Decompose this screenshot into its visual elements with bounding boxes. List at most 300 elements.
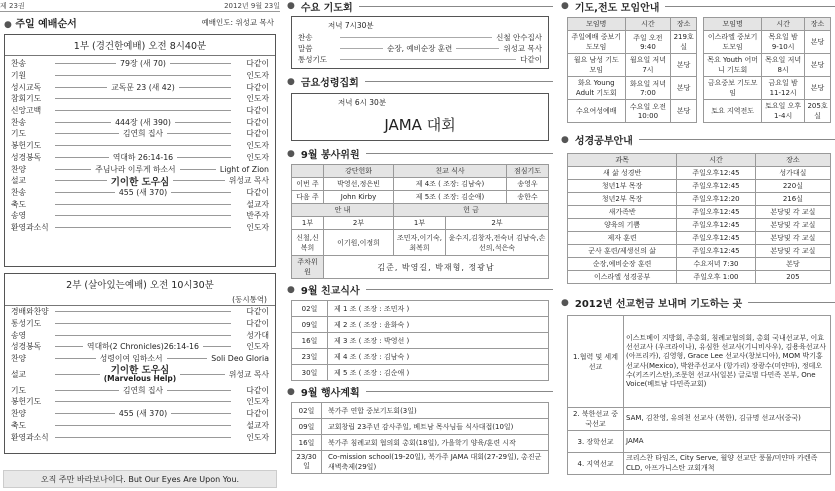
table-header: 시간 [625, 18, 671, 31]
table-cell: 본당 [671, 54, 697, 77]
order-detail [51, 75, 235, 76]
table-row [568, 193, 831, 206]
service-head: 친교 식사 [394, 165, 507, 178]
dash [55, 401, 231, 402]
order-responsible: 인도자 [246, 152, 269, 162]
order-label: 봉헌기도 [11, 141, 42, 151]
first-service-order [5, 56, 275, 233]
order-label: 기도 [11, 385, 27, 395]
order-detail [51, 323, 235, 324]
table-cell: 청년1부 목장 [568, 180, 677, 193]
dash [55, 346, 83, 347]
order-row [5, 187, 275, 199]
wed-responsible: 위성교 목사 [503, 44, 543, 53]
table-cell: 주일오후12:45 [677, 232, 756, 245]
order-responsible: 다같이 [246, 82, 269, 92]
worship-heading [0, 12, 280, 32]
order-label: 기도 [11, 129, 27, 139]
service-cell: 신철,신복희 [292, 230, 324, 256]
table-header: 시간 [762, 18, 805, 31]
bullet-icon: ● [287, 1, 295, 11]
dash [175, 122, 231, 123]
table-cell: 목요일 저녁 8시 [762, 54, 805, 77]
order-detail [51, 82, 235, 93]
order-detail-text: 79장 (새 70) [120, 59, 166, 69]
dash [55, 413, 115, 414]
table-cell: 군사 훈련/제생신의 삶 [568, 245, 677, 258]
order-label: 축도 [11, 199, 27, 209]
bullet-icon: ● [4, 20, 12, 30]
table-cell: 본당 [755, 258, 830, 271]
order-detail-text: 455 (새 370) [118, 187, 168, 197]
table-cell: 본당및 각 교실 [755, 206, 830, 219]
schedule-text: Co-mission school(19-20일), 북가주 JAMA 대회(27-29일), 총진군 새벽축제(29일) [322, 451, 549, 474]
order-detail [51, 311, 235, 312]
order-detail [51, 215, 235, 216]
table-header-row [704, 18, 831, 31]
bullet-icon: ● [287, 386, 295, 397]
order-label: 통성기도 [11, 319, 42, 329]
page-header [0, 0, 280, 12]
order-row [5, 364, 275, 384]
schedule-row [292, 301, 549, 317]
wed-heading [283, 0, 553, 14]
table-header: 장소 [755, 154, 830, 167]
order-row [5, 431, 275, 443]
table-cell: 본당및 각 교실 [755, 245, 830, 258]
worship-title: 주일 예배순서 [15, 19, 77, 30]
order-row [5, 353, 275, 365]
order-responsible: 인도자 [246, 397, 269, 407]
table-cell: 목요일 밤 9-10시 [762, 31, 805, 54]
dash [55, 63, 116, 64]
table-cell: 양육의 기쁨 [568, 219, 677, 232]
order-responsible: 성가대 [246, 330, 269, 340]
prayer-table-right [703, 17, 831, 123]
bible-title: 성경공부안내 [574, 136, 633, 147]
order-label: 찬양 [11, 164, 27, 174]
mission-text: 크리스찬 타임즈, City Serve, 월양 선교단 풍물/미얀마 카렌족 CLD, 아프가니스탄 교회개척 [624, 453, 831, 475]
order-detail [51, 128, 235, 139]
wed-label: 통성기도 [298, 55, 327, 64]
second-service-title: 2부 (살아있는예배) 오전 10시30분 [66, 280, 214, 291]
dash [180, 374, 225, 375]
bible-heading [557, 129, 835, 149]
dash [55, 145, 231, 146]
order-responsible: 위성교 목사 [228, 369, 269, 379]
schedule-row [292, 451, 549, 474]
order-label: 성시교독 [11, 82, 42, 92]
order-detail [51, 204, 235, 205]
wed-row [298, 32, 542, 43]
dash [55, 323, 231, 324]
mission-row [568, 316, 831, 408]
mission-label: 3. 장학선교 [568, 431, 624, 453]
table-header: 모임명 [704, 18, 762, 31]
dash [55, 157, 109, 158]
order-detail-text: 성령이여 임하소서 [99, 354, 163, 364]
schedule-text: 제 4 조 ( 조장 : 김남숙 ) [328, 349, 549, 365]
dash [55, 390, 119, 391]
order-responsible: 인도자 [246, 94, 269, 104]
service-cell: 윤수지,김창자,전숙녀 김남숙,손선의,석은숙 [446, 230, 549, 256]
table-header: 장소 [671, 18, 697, 31]
order-detail [51, 98, 235, 99]
order-label: 찬양 [11, 409, 27, 419]
schedule-row [292, 365, 549, 381]
table-row [568, 271, 831, 284]
prayer-table-left [567, 17, 697, 123]
service-head [292, 165, 324, 178]
order-row [5, 341, 275, 353]
mission-text: 이스트베이 지방회, 주총회, 침례교협의회, 총회 국내선교부, 이효선선교사 (우크라이나), 유심한 선교사(기니비사우), 김용육선교사(아프리카), 김영형, Grace Lee 선교사(창보디아), MOM 박기홍선교사(Mexico), 박완주선교사 (항가리) 장광수(미얀마), 정데오수(키즈키스탄),조문현 선교사(일본) 글로벌 다민족 본부, One Voice(베트남 다민족교회) [624, 316, 831, 408]
service-table [291, 164, 549, 279]
schedule-date: 23일 [292, 349, 328, 365]
fellowship-title: 9월 친교식사 [300, 286, 360, 297]
order-label: 찬송 [11, 59, 27, 69]
table-cell: 수요일 오전 10:00 [625, 100, 671, 123]
mission-row [568, 453, 831, 475]
table-row [568, 232, 831, 245]
order-detail [51, 335, 235, 336]
service-cell: 다음 주 [292, 191, 324, 204]
mission-heading [557, 292, 835, 312]
table-cell: 화요일 저녁7:00 [625, 77, 671, 100]
mission-row [568, 431, 831, 453]
order-responsible: 다같이 [246, 307, 269, 317]
mission-row [568, 408, 831, 431]
dash [340, 37, 492, 38]
table-cell: 본당 [671, 100, 697, 123]
table-cell: 월요일 저녁 7시 [625, 54, 671, 77]
order-detail-text: 김연희 집사 [122, 385, 164, 395]
order-row [5, 152, 275, 164]
schedule-row [292, 349, 549, 365]
dash [180, 169, 216, 170]
order-detail [51, 437, 235, 438]
middle-column [283, 0, 553, 474]
table-cell: 새가족반 [568, 206, 677, 219]
table-row [568, 77, 697, 100]
service-cell: 2부 [446, 217, 549, 230]
table-row [704, 100, 831, 123]
sermon-title: 기이한 도우심 [110, 364, 170, 376]
wed-box [291, 16, 549, 69]
left-column [0, 0, 280, 484]
order-detail-text: 김연희 집사 [122, 129, 164, 139]
fri-box [291, 93, 549, 141]
mission-label: 4. 지역선교 [568, 453, 624, 475]
table-cell: 220실 [755, 180, 830, 193]
dash [55, 335, 231, 336]
dash [55, 133, 119, 134]
schedule-date: 09일 [292, 317, 328, 333]
fri-time: 저녁 6시 30분 [338, 98, 387, 107]
order-responsible: 인도자 [246, 432, 269, 442]
order-detail [51, 366, 229, 384]
dash [55, 204, 231, 205]
service-cell: 조민자,이기숙,최복희 [394, 230, 446, 256]
order-responsible: 설교자 [246, 199, 269, 209]
bullet-icon: ● [561, 134, 569, 145]
dash [55, 180, 107, 181]
events-heading [283, 381, 553, 401]
order-responsible: 다같이 [246, 117, 269, 127]
bullet-icon: ● [287, 284, 295, 295]
order-row [5, 198, 275, 210]
order-row [5, 175, 275, 187]
order-detail [51, 174, 229, 188]
table-row [568, 245, 831, 258]
schedule-date: 23/30일 [292, 451, 322, 474]
order-detail [51, 401, 235, 402]
bullet-icon: ● [287, 76, 295, 87]
order-detail-text: 교독문 23 (새 42) [111, 82, 175, 92]
order-detail-text: 기이한 도우심 [110, 176, 170, 188]
service-head: 헌 금 [394, 204, 549, 217]
order-label: 설교 [11, 369, 27, 379]
schedule-row [292, 435, 549, 451]
table-row [568, 219, 831, 232]
wed-responsible: 다같이 [520, 55, 542, 64]
service-cell: 이번 주 [292, 178, 324, 191]
dash [55, 122, 111, 123]
service-cell: 김준, 박영길, 박재형, 정광남 [324, 256, 549, 279]
dash [340, 59, 516, 60]
fellowship-table [291, 300, 549, 381]
table-row [568, 167, 831, 180]
dash [177, 157, 231, 158]
table-cell: 주일 오전 9:40 [625, 31, 671, 54]
order-label: 신앙고백 [11, 106, 42, 116]
order-detail [51, 425, 235, 426]
order-label: 기원 [11, 71, 27, 81]
schedule-text: 제 5 조 ( 조장 : 김순애 ) [328, 365, 549, 381]
service-cell: 1부 [292, 217, 324, 230]
wed-time: 저녁 7시30분 [328, 21, 374, 30]
table-row [568, 54, 697, 77]
order-label: 송영 [11, 211, 27, 221]
order-detail-text: 455 (새 370) [118, 409, 168, 419]
dash [55, 374, 100, 375]
issue-date: 2012년 9월 23일 [224, 1, 280, 10]
dash [171, 413, 231, 414]
order-detail [51, 227, 235, 228]
order-row [5, 384, 275, 396]
prayer-title: 기도,전도 모임안내 [574, 2, 660, 14]
mission-text: SAM, 김찬영, 유의천 선교사 (북한), 김규명 선교사(중국) [624, 408, 831, 431]
order-responsible: 다같이 [246, 409, 269, 419]
first-service-box [4, 34, 276, 267]
order-detail-text: 역대하 26:14-16 [112, 152, 174, 162]
order-detail-text [104, 366, 177, 384]
order-row [5, 128, 275, 140]
table-cell: 본당 [805, 54, 831, 77]
wed-row [298, 43, 542, 54]
order-row [5, 408, 275, 420]
order-responsible: 다같이 [246, 319, 269, 329]
table-cell: 청년2부 목장 [568, 193, 677, 206]
mission-label: 1.협력 및 세계선교 [568, 316, 624, 408]
order-label: 설교 [11, 176, 27, 186]
wed-row [298, 54, 542, 65]
dash [167, 358, 208, 359]
order-label: 성경봉독 [11, 342, 42, 352]
order-label: 성경봉독 [11, 152, 42, 162]
table-row [704, 31, 831, 54]
table-cell: 금요중보 기도모임 [704, 77, 762, 100]
bullet-icon: ● [561, 1, 569, 11]
order-detail [51, 353, 211, 364]
order-row [5, 318, 275, 330]
events-title: 9월 행사계획 [300, 388, 360, 399]
table-row [568, 206, 831, 219]
table-cell: 본당및 각 교실 [755, 219, 830, 232]
order-detail [51, 117, 235, 128]
service-cell: 2부 [324, 217, 394, 230]
order-detail [51, 58, 235, 69]
schedule-row [292, 419, 549, 435]
table-cell: 주일오후12:45 [677, 180, 756, 193]
order-label: 환영과소식 [11, 432, 49, 442]
order-row [5, 70, 275, 82]
table-row [704, 77, 831, 100]
dash [55, 437, 231, 438]
order-detail [51, 145, 235, 146]
order-responsible: 설교자 [246, 420, 269, 430]
dash [55, 192, 115, 193]
dash [55, 311, 231, 312]
schedule-text: 제 3 조 ( 조장 : 박영선 ) [328, 333, 549, 349]
mission-title: 2012년 선교헌금 보내며 기도하는 곳 [574, 299, 743, 310]
dash [55, 227, 231, 228]
mission-text: JAMA [624, 431, 831, 453]
table-cell: 205호실 [805, 100, 831, 123]
table-header: 과목 [568, 154, 677, 167]
dash [167, 133, 231, 134]
order-label: 찬송 [11, 117, 27, 127]
table-cell: 본당및 각 교실 [755, 232, 830, 245]
table-row [568, 100, 697, 123]
dash [55, 169, 91, 170]
table-header: 시간 [677, 154, 756, 167]
table-cell: 주일오후12:45 [677, 245, 756, 258]
order-label: 송영 [11, 330, 27, 340]
table-cell: 본당 [805, 31, 831, 54]
bible-table [567, 153, 831, 284]
table-cell: 이스라엘 성경공부 [568, 271, 677, 284]
table-cell: 수요여성예배 [568, 100, 626, 123]
order-row [5, 222, 275, 234]
issue-number: 제 23권 [0, 1, 25, 10]
order-row [5, 306, 275, 318]
schedule-row [292, 333, 549, 349]
schedule-date: 16일 [292, 333, 328, 349]
dash [171, 192, 231, 193]
prayer-heading [557, 0, 835, 14]
order-row [5, 420, 275, 432]
table-cell: 주일예배 중보기도모임 [568, 31, 626, 54]
table-cell: 본당 [671, 77, 697, 100]
table-cell: 새 삶 성경반 [568, 167, 677, 180]
dash [55, 110, 231, 111]
table-cell: 이스라엘 중보기도모임 [704, 31, 762, 54]
order-responsible: 다같이 [246, 129, 269, 139]
order-label: 축도 [11, 420, 27, 430]
order-row [5, 58, 275, 70]
order-row [5, 105, 275, 117]
schedule-text: 북가주 침례교회 협의회 총회(18일), 가을학기 양육/훈련 시작 [322, 435, 549, 451]
order-row [5, 116, 275, 128]
service-head: 강단헌화 [324, 165, 394, 178]
table-cell: 주일오후12:45 [677, 206, 756, 219]
dash [203, 346, 231, 347]
schedule-text: 북가주 연합 중보기도회(3일) [322, 403, 549, 419]
fri-title: 금요성령집회 [300, 78, 359, 89]
order-row [5, 140, 275, 152]
worship-officiant: 예배인도: 위성교 목사 [201, 18, 274, 27]
order-label: 참회기도 [11, 94, 42, 104]
wed-label: 찬송 [298, 33, 313, 42]
order-detail [51, 110, 235, 111]
fellowship-heading [283, 279, 553, 299]
table-cell: 월요 남성 기도 모임 [568, 54, 626, 77]
table-cell: 금요일 밤 11-12시 [762, 77, 805, 100]
table-cell: 토요일 오후 1-4시 [762, 100, 805, 123]
wed-label: 말씀 [298, 44, 313, 53]
schedule-row [292, 317, 549, 333]
order-responsible: 다같이 [246, 385, 269, 395]
service-cell: John Kirby [324, 191, 394, 204]
table-row [568, 180, 831, 193]
order-responsible: 인도자 [246, 222, 269, 232]
wed-detail: 순장, 예비순장 훈련 [387, 44, 453, 53]
order-row [5, 329, 275, 341]
table-cell: 토요 지역전도 [704, 100, 762, 123]
table-cell: 제자 훈련 [568, 232, 677, 245]
table-header-row [568, 18, 697, 31]
table-cell: 주일오후12:45 [677, 167, 756, 180]
schedule-date: 16일 [292, 435, 322, 451]
service-heading [283, 143, 553, 163]
order-detail-text: 역대하(2 Chronicles)26:14-16 [87, 342, 199, 352]
service-head: 주차위원 [292, 256, 324, 279]
table-cell: 205 [755, 271, 830, 284]
order-detail [51, 408, 235, 419]
order-label: 환영과소식 [11, 222, 49, 232]
order-responsible: Light of Zion [219, 164, 269, 174]
table-cell: 주일오후 1:00 [677, 271, 756, 284]
table-header: 모임명 [568, 18, 626, 31]
table-cell: 주일오후12:45 [677, 219, 756, 232]
order-detail-text: 주님나라 이루게 하소서 [95, 164, 176, 174]
table-header-row [568, 154, 831, 167]
order-responsible: 다같이 [246, 59, 269, 69]
order-row [5, 210, 275, 222]
dash [55, 215, 231, 216]
schedule-text: 교회창립 23주년 감사주일, 베트남 목사님들 식사대접(10일) [322, 419, 549, 435]
wed-title: 수요 기도회 [300, 2, 353, 14]
dash [170, 63, 231, 64]
table-cell: 219호실 [671, 31, 697, 54]
fri-event-name: JAMA 대회 [384, 116, 456, 134]
table-row [568, 31, 697, 54]
service-cell: 송한수 [507, 191, 549, 204]
wed-responsible: 신철 안수집사 [496, 33, 542, 42]
fri-heading [283, 71, 553, 91]
order-responsible: 다같이 [246, 187, 269, 197]
second-service-box [4, 273, 276, 454]
